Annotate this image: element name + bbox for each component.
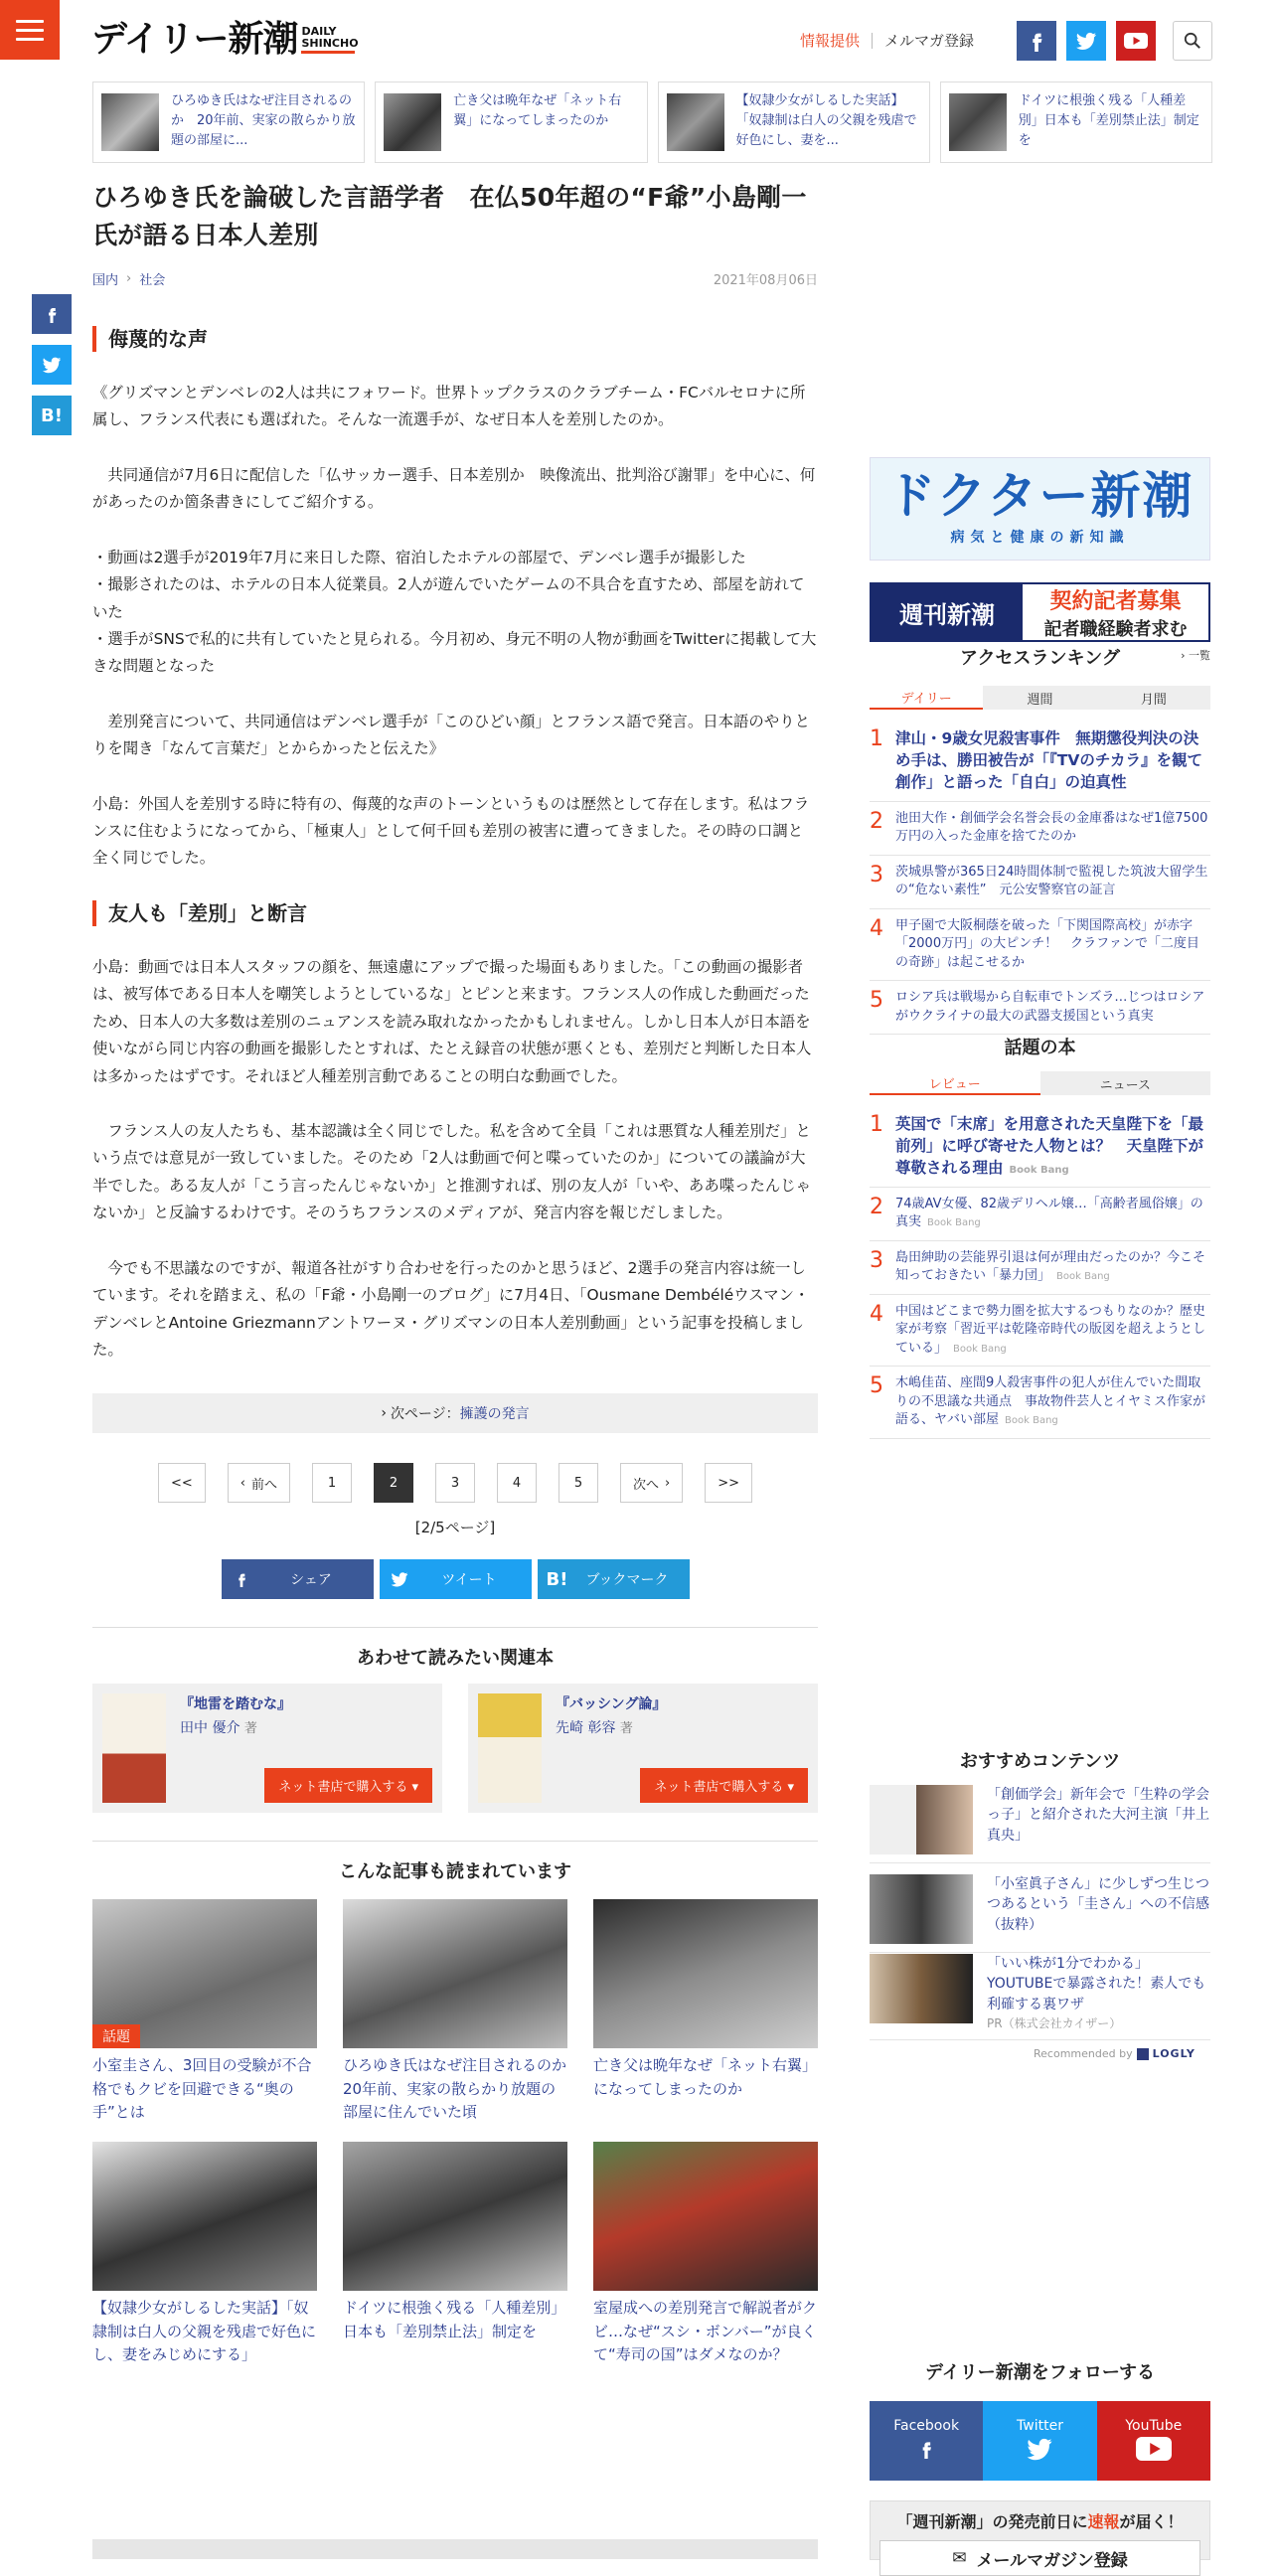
twitter-share-icon[interactable]	[32, 345, 72, 385]
section-heading: 侮蔑的な声	[92, 326, 818, 352]
ranking-tabs	[870, 686, 1210, 710]
logo-english: DAILY SHINCHO	[301, 26, 358, 54]
newsletter-link[interactable]: メルマガ登録	[884, 32, 975, 50]
ranking-more-link[interactable]: › 一覧	[1181, 649, 1210, 662]
breadcrumb	[92, 269, 165, 288]
books-tabs	[870, 1071, 1210, 1095]
article-image	[343, 1899, 567, 2048]
article-image	[593, 1899, 818, 2048]
books-list	[870, 1105, 1210, 1439]
book-card: 『バッシング論』 先崎 彰容 著 ネット書店で購入する ▾	[468, 1684, 818, 1813]
first-page-button[interactable]: <<	[158, 1463, 206, 1503]
site-logo[interactable]	[91, 19, 359, 60]
article-card[interactable]: ドイツに根強く残る「人種差別」日本も「差別禁止法」制定を	[343, 2142, 567, 2368]
buy-online-button[interactable]: ネット書店で購入する ▾	[264, 1768, 432, 1803]
prev-page-button[interactable]: ‹ 前へ	[228, 1463, 290, 1503]
page-1-button[interactable]: 1	[312, 1463, 352, 1503]
tab-news[interactable]: ニュース	[1040, 1071, 1211, 1095]
tab-daily[interactable]: デイリー	[870, 686, 983, 710]
floating-share-bar	[32, 294, 72, 435]
follow-youtube-button[interactable]: YouTube	[1097, 2401, 1210, 2481]
follow-buttons	[870, 2401, 1210, 2481]
strip-article-card[interactable]: 【奴隷少女がしるした実話】「奴隷制は白人の父親を残虐で好色にし、妻を...	[658, 81, 930, 163]
article-paragraph: 差別発言について、共同通信はデンベレ選手が「このひどい顔」とフランス語で発言。日本語のやりとりを聞き「なんて言葉だ」とからかったと伝えた》	[92, 712, 810, 758]
page-2-button[interactable]: 2	[374, 1463, 413, 1503]
page-5-button[interactable]: 5	[558, 1463, 598, 1503]
publish-date: 2021年08月06日	[713, 273, 818, 288]
book-item[interactable]: 2 74歳AV女優、82歳デリヘル嬢…「高齢者風俗嬢」の真実 Book Bang	[870, 1188, 1210, 1241]
facebook-icon	[916, 2434, 936, 2464]
breadcrumb-society[interactable]: 社会	[139, 273, 166, 288]
newsletter-box: 「週刊新潮」の発売前日に速報が届く！ ✉ メールマガジン登録	[870, 2500, 1210, 2560]
last-page-button[interactable]: >>	[705, 1463, 752, 1503]
twitter-icon	[380, 1559, 419, 1599]
article-thumbnail	[667, 93, 724, 151]
article-paragraph: 共同通信が7月6日に配信した「仏サッカー選手、日本差別か 映像流出、批判浴び謝罪」を中心に、何があったのか箇条書きにしてご紹介する。	[92, 465, 816, 512]
recommended-image	[870, 1874, 973, 1944]
twitter-share-button[interactable]: ツイート	[380, 1559, 532, 1599]
article-image	[92, 2142, 317, 2291]
article-image	[593, 2142, 818, 2291]
chevron-right-icon: ›	[126, 271, 132, 286]
facebook-icon	[222, 1559, 261, 1599]
related-books	[92, 1684, 818, 1813]
twitter-icon	[1024, 2434, 1055, 2464]
article-paragraph: 小島：外国人を差別する時に特有の、侮蔑的な声のトーンというものは歴然として存在します。私はフランスに住むようになってから、「極東人」として何千回も差別の被害に遭ってきました。その時の口調と全く同じでした。	[92, 794, 810, 868]
page-count: [2/5ページ]	[414, 1519, 496, 1537]
article-paragraph: フランス人の友人たちも、基本認識は全く同じでした。私を含めて全員「これは悪質な人種差別だ」という点では意見が一致していました。そのため「2人は動画で何と喋っていたのか」についての議論が大半でした。ある友人が「こう言ったんじゃないか」と推測すれば、別の友人が「いや、ああ喋ったんじゃないか」と反論するわけです。そのうちフランスのメディアが、発言内容を報じだしました。	[92, 1122, 812, 1222]
related-books-heading: あわせて読みたい関連本	[92, 1627, 818, 1670]
hatena-bookmark-icon: B!	[546, 1568, 568, 1590]
ranking-item[interactable]: 2 池田大作・創価学会名誉会長の金庫番はなぜ1億7500万円の入った金庫を捨てたのか	[870, 802, 1210, 856]
twitter-icon[interactable]	[1066, 21, 1106, 61]
book-card: 『地雷を踏むな』 田中 優介 著 ネット書店で購入する ▾	[92, 1684, 442, 1813]
pagination	[92, 1463, 818, 1503]
article-thumbnail	[949, 93, 1007, 151]
follow-heading: デイリー新潮をフォローする	[925, 2362, 1155, 2383]
recommended-heading: おすすめコンテンツ	[959, 1751, 1121, 1772]
next-page-link[interactable]: › 次ページ： 擁護の発言	[92, 1393, 818, 1433]
strip-article-card[interactable]: ドイツに根強く残る「人種差別」日本も「差別禁止法」制定を	[940, 81, 1212, 163]
info-submit-link[interactable]: 情報提供	[800, 32, 861, 50]
strip-article-card[interactable]: ひろゆき氏はなぜ注目されるのか 20年前、実家の散らかり放題の部屋に...	[92, 81, 365, 163]
buy-online-button[interactable]: ネット書店で購入する ▾	[640, 1768, 808, 1803]
facebook-share-icon[interactable]	[32, 294, 72, 334]
section-heading: 友人も「差別」と断言	[92, 900, 818, 926]
page-3-button[interactable]: 3	[435, 1463, 475, 1503]
newsletter-signup-button[interactable]: ✉ メールマガジン登録	[879, 2540, 1200, 2576]
article-paragraph: 《グリズマンとデンベレの2人は共にフォワード。世界トップクラスのクラブチーム・FCバルセロナに所属し、フランス代表にも選ばれた。そんな一流選手が、なぜ日本人を差別したのか。	[92, 384, 806, 429]
recommended-item[interactable]: 「小室眞子さん」に少しずつ生じつつあるという「圭さん」への不信感（抜粋）	[870, 1874, 1210, 1953]
article-card[interactable]: 話題 小室圭さん、3回目の受験が不合格でもクビを回避できる“奥の手”とは	[92, 1899, 317, 2126]
next-page-button[interactable]: 次へ ›	[620, 1463, 683, 1503]
also-read-heading: こんな記事も読まれています	[92, 1841, 818, 1883]
book-item[interactable]: 3 島田紳助の芸能界引退は何が理由だったのか？今こそ知っておきたい「暴力団」 Book Bang	[870, 1241, 1210, 1295]
search-icon	[1184, 32, 1201, 50]
chevron-right-icon: ›	[381, 1405, 387, 1422]
recommended-image	[870, 1785, 973, 1854]
book-item[interactable]: 4 中国はどこまで勢力圏を拡大するつもりなのか？歴史家が考察「習近平は乾隆帝時代の版図を超えようとしている」 Book Bang	[870, 1295, 1210, 1367]
hatena-bookmark-icon[interactable]: B!	[32, 396, 72, 435]
page-4-button[interactable]: 4	[497, 1463, 537, 1503]
article-card[interactable]: 室屋成への差別発言で解説者がクビ…なぜ“スシ・ボンバー”が良くて“寿司の国”はダメなのか？	[593, 2142, 818, 2368]
hatena-share-button[interactable]: B! ブックマーク	[538, 1559, 690, 1599]
books-heading: 話題の本	[1004, 1038, 1076, 1058]
recommended-item[interactable]: 「創価学会」新年会で「生粋の学会っ子」と紹介された大河主演「井上真央」	[870, 1785, 1210, 1863]
article-thumbnail	[384, 93, 441, 151]
article-image	[343, 2142, 567, 2291]
ranking-item[interactable]: 1 津山・9歳女児殺害事件 無期懲役判決の決め手は、勝田被告が「『TVのチカラ』を観て創作」と語った「自白」の迫真性	[870, 720, 1210, 802]
book-cover[interactable]	[478, 1693, 542, 1803]
article-thumbnail	[101, 93, 159, 151]
also-read-grid	[92, 1899, 818, 2368]
article-paragraph: 小島：動画では日本人スタッフの顔を、無遠慮にアップで撮った場面もありました。「この動画の撮影者は、被写体である日本人を嘲笑しようとしているな」とピンと来ます。フランス人の作成した動画だったため、日本人の大多数は差別のニュアンスを読み取れなかったかもしれません。しかし日本人が日本語を使いながら同じ内容の動画を撮影したとすれば、たとえ録音の状態が悪くとも、差別だと判断した日本人は多かったはずです。それほど人種差別言動であることの明白な動画でした。	[92, 957, 812, 1085]
follow-twitter-button[interactable]: Twitter	[983, 2401, 1096, 2481]
article-card[interactable]: 【奴隷少女がしるした実話】「奴隷制は白人の父親を残虐で好色にし、妻をみじめにする」	[92, 2142, 317, 2368]
hamburger-menu-button[interactable]	[0, 0, 60, 60]
breadcrumb-domestic[interactable]: 国内	[92, 273, 119, 288]
ranking-list	[870, 720, 1210, 1035]
ranking-item[interactable]: 4 甲子園で大阪桐蔭を破った「下関国際高校」が赤字「2000万円」の大ピンチ！ クラファンで「二度目の奇跡」は起こせるか	[870, 909, 1210, 981]
tab-review[interactable]: レビュー	[870, 1071, 1040, 1095]
recommended-image	[870, 1954, 973, 2023]
follow-facebook-button[interactable]: Facebook	[870, 2401, 983, 2481]
divider	[872, 33, 873, 49]
article-card[interactable]: 亡き父は晩年なぜ「ネット右翼」になってしまったのか	[593, 1899, 818, 2126]
search-button[interactable]	[1173, 21, 1212, 61]
article-title: ひろゆき氏を論破した言語学者 在仏50年超の“F爺”小島剛一氏が語る日本人差別	[92, 183, 807, 249]
mail-icon: ✉	[952, 2548, 967, 2568]
logly-credit[interactable]: Recommended by LOGLY	[1034, 2047, 1196, 2060]
book-item[interactable]: 1 英国で「末席」を用意された天皇陛下を「最前列」に呼び寄せた人物とは？ 天皇陛下が尊敬される理由 Book Bang	[870, 1105, 1210, 1188]
book-cover[interactable]	[102, 1693, 166, 1803]
youtube-icon[interactable]	[1116, 21, 1156, 61]
facebook-share-button[interactable]: シェア	[222, 1559, 374, 1599]
ranking-item[interactable]: 3 茨城県警が365日24時間体制で監視した筑波大留学生の“危ない素性” 元公安警察官の証言	[870, 856, 1210, 909]
ranking-heading: アクセスランキング › 一覧	[960, 648, 1210, 669]
logo-japanese: デイリー新潮	[91, 19, 298, 60]
related-articles-strip	[92, 81, 1212, 163]
footer-ad-band	[92, 2539, 818, 2559]
recruit-ad[interactable]: 週刊新潮 契約記者募集 記者職経験者求む	[870, 582, 1210, 642]
article-paragraph: 今でも不思議なのですが、報道各社がすり合わせを行ったのかと思うほど、2選手の発言内容は統一しています。それを踏まえ、私の「F爺・小島剛一のブログ」に7月4日、「Ousmane Dembéléウスマン・デンベレとAntoine Griezmannアントワーヌ・グリズマンの日本人差別動画」という記事を投稿しました。	[92, 1258, 810, 1359]
youtube-icon	[1134, 2434, 1174, 2464]
share-buttons	[92, 1559, 818, 1599]
book-title[interactable]: 『バッシング論』	[556, 1696, 667, 1713]
article-body	[92, 179, 818, 2368]
facebook-icon[interactable]	[1017, 21, 1056, 61]
article-card[interactable]: ひろゆき氏はなぜ注目されるのか 20年前、実家の散らかり放題の部屋に住んでいた頃	[343, 1899, 567, 2126]
tab-weekly[interactable]: 週間	[983, 686, 1096, 710]
recommended-item[interactable]: 「いい株が1分でわかる」YOUTUBEで暴露された！素人でも利確する裏ワザ PR（株式会社カイザー）	[870, 1954, 1210, 2040]
doctor-shincho-ad[interactable]: ドクター新潮 病気と健康の新知識	[870, 457, 1210, 561]
article-image	[92, 1899, 317, 2048]
book-item[interactable]: 5 木嶋佳苗、座間9人殺害事件の犯人が住んでいた間取りの不思議な共通点 事故物件芸人とイヤミス作家が語る、ヤバい部屋 Book Bang	[870, 1367, 1210, 1438]
ranking-item[interactable]: 5 ロシア兵は戦場から自転車でトンズラ…じつはロシアがウクライナの最大の武器支援国という真実	[870, 981, 1210, 1035]
tab-monthly[interactable]: 月間	[1097, 686, 1210, 710]
book-title[interactable]: 『地雷を踏むな』	[180, 1696, 291, 1713]
article-bullet-list: ・動画は2選手が2019年7月に来日した際、宿泊したホテルの部屋で、デンベレ選手が撮影した ・撮影されたのは、ホテルの日本人従業員。2人が遊んでいたゲームの不具合を直すため、部屋を訪れていた ・選手がSNSで私的に共有していたと見られる。今月初め、身元不明の人物が動画をTwitterに掲載して大きな問題となった	[92, 548, 817, 676]
topic-badge: 話題	[92, 2024, 140, 2048]
strip-article-card[interactable]: 亡き父は晩年なぜ「ネット右翼」になってしまったのか	[375, 81, 647, 163]
